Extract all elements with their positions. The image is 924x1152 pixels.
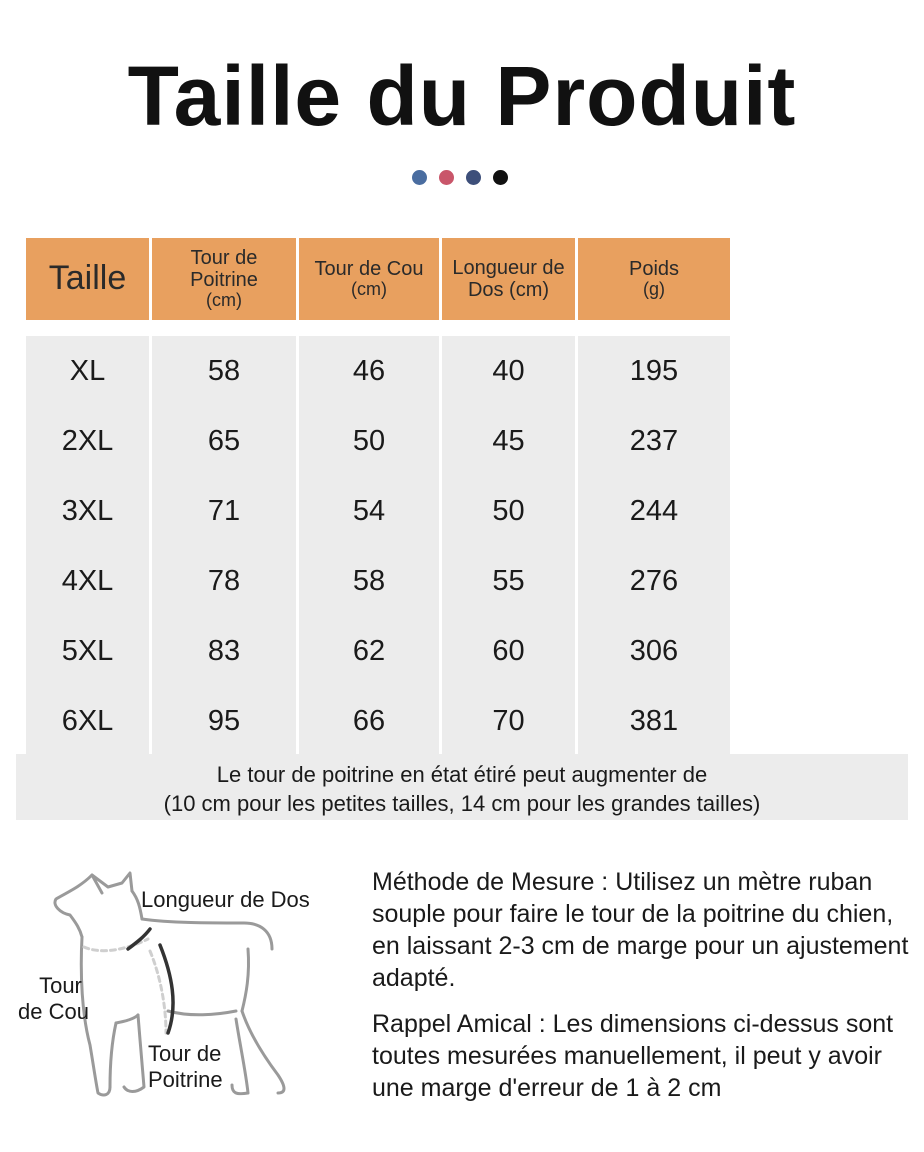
size-table — [26, 238, 730, 756]
header-label: Tour de Cou — [314, 258, 424, 281]
reminder-paragraph: Rappel Amical : Les dimensions ci-dessus sont toutes mesurées manuellement, il peut y avoir une marge d'erreur de 1 à 2 cm — [372, 1010, 894, 1102]
cell-chest: 78 — [152, 546, 299, 616]
cell-size: 2XL — [26, 406, 152, 476]
decorative-dots — [412, 170, 508, 185]
cell-size: 5XL — [26, 616, 152, 686]
header-back — [442, 238, 578, 320]
cell-weight: 276 — [578, 546, 730, 616]
label-chest — [148, 1041, 223, 1093]
header-unit: (cm) — [351, 279, 387, 300]
cell-back: 40 — [442, 336, 578, 406]
cell-chest: 58 — [152, 336, 299, 406]
header-label: Poids — [628, 258, 680, 281]
cell-chest: 65 — [152, 406, 299, 476]
cell-chest: 95 — [152, 686, 299, 756]
table-row — [26, 546, 730, 616]
cell-back: 45 — [442, 406, 578, 476]
cell-size: 6XL — [26, 686, 152, 756]
note-line-2: (10 cm pour les petites tailles, 14 cm pour les grandes tailles) — [163, 791, 761, 816]
cell-back: 55 — [442, 546, 578, 616]
cell-neck: 66 — [299, 686, 442, 756]
cell-size: XL — [26, 336, 152, 406]
table-row — [26, 616, 730, 686]
dot-black — [493, 170, 508, 185]
label-neck-line-1: Tour — [39, 973, 82, 998]
table-header-row — [26, 238, 730, 320]
header-neck — [299, 238, 442, 320]
table-row — [26, 476, 730, 546]
measurement-instructions — [372, 866, 920, 1118]
cell-back: 60 — [442, 616, 578, 686]
cell-size: 3XL — [26, 476, 152, 546]
header-label: Tour de Poitrine — [190, 247, 258, 292]
header-size — [26, 238, 152, 320]
cell-back: 50 — [442, 476, 578, 546]
method-paragraph: Méthode de Mesure : Utilisez un mètre ruban souple pour faire le tour de la poitrine du chien, en laissant 2-3 cm de marge pour un ajustement adapté. — [372, 868, 909, 992]
table-row — [26, 686, 730, 756]
table-row — [26, 406, 730, 476]
note-line-1: Le tour de poitrine en état étiré peut augmenter de — [216, 762, 708, 787]
cell-weight: 306 — [578, 616, 730, 686]
cell-chest: 83 — [152, 616, 299, 686]
cell-neck: 62 — [299, 616, 442, 686]
header-label: Taille — [48, 259, 127, 298]
table-body — [26, 336, 730, 756]
label-neck — [18, 973, 89, 1025]
cell-weight: 237 — [578, 406, 730, 476]
dot-blue — [412, 170, 427, 185]
cell-neck: 58 — [299, 546, 442, 616]
page-title: Taille du Produit — [127, 49, 797, 143]
label-neck-line-2: de Cou — [18, 999, 89, 1024]
header-weight — [578, 238, 730, 320]
cell-neck: 54 — [299, 476, 442, 546]
label-chest-line-2: Poitrine — [148, 1067, 223, 1092]
header-unit: (cm) — [206, 290, 242, 311]
header-unit: (g) — [643, 279, 665, 300]
table-row — [26, 336, 730, 406]
cell-weight: 244 — [578, 476, 730, 546]
cell-size: 4XL — [26, 546, 152, 616]
cell-back: 70 — [442, 686, 578, 756]
dot-navy — [466, 170, 481, 185]
header-label: Longueur de Dos (cm) — [452, 257, 565, 301]
cell-neck: 50 — [299, 406, 442, 476]
header-chest — [152, 238, 299, 320]
label-chest-line-1: Tour de — [148, 1041, 222, 1066]
stretch-note — [16, 754, 908, 820]
cell-weight: 381 — [578, 686, 730, 756]
cell-weight: 195 — [578, 336, 730, 406]
label-back-length: Longueur de Dos — [141, 887, 310, 912]
dog-measurement-diagram — [10, 865, 350, 1115]
cell-neck: 46 — [299, 336, 442, 406]
dot-pink — [439, 170, 454, 185]
cell-chest: 71 — [152, 476, 299, 546]
